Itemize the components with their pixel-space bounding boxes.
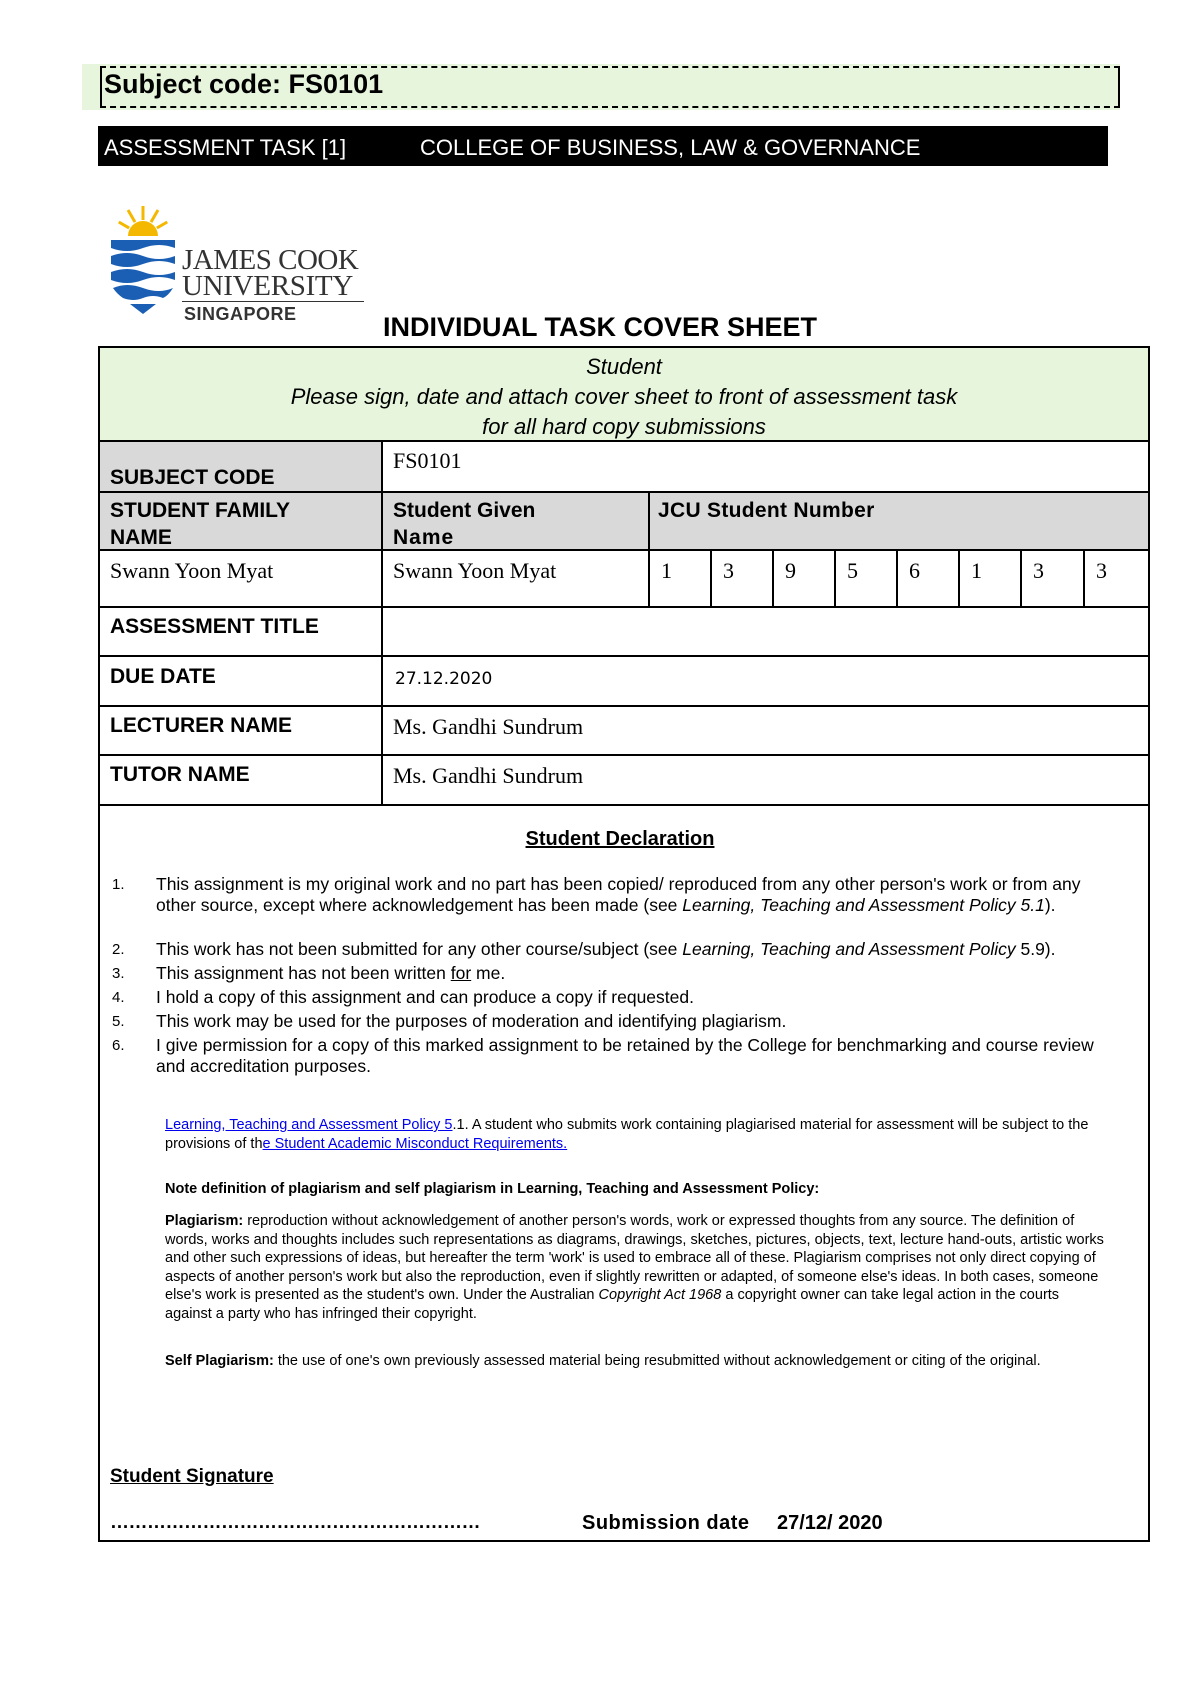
student-number-label: JCU Student Number bbox=[658, 499, 875, 522]
jcu-crest-icon bbox=[108, 204, 178, 324]
student-number-digit[interactable]: 9 bbox=[785, 558, 796, 583]
subject-code-label: SUBJECT CODE bbox=[110, 466, 275, 489]
signature-label: Student Signature bbox=[110, 1466, 274, 1487]
student-number-digit[interactable]: 5 bbox=[847, 558, 858, 583]
student-number-digit[interactable]: 3 bbox=[723, 558, 734, 583]
subject-code-banner bbox=[82, 64, 1120, 110]
assessment-task-label: ASSESSMENT TASK [1] bbox=[104, 135, 347, 160]
family-name-value[interactable]: Swann Yoon Myat bbox=[110, 558, 274, 583]
student-number-digit[interactable]: 1 bbox=[661, 558, 672, 583]
instructions-line-2: Please sign, date and attach cover sheet to front of assessment task bbox=[290, 384, 958, 409]
instructions-panel bbox=[100, 348, 1148, 440]
misconduct-link[interactable]: e Student Academic Misconduct Requirements. bbox=[262, 1135, 568, 1152]
student-number-digit[interactable]: 1 bbox=[971, 558, 982, 583]
instructions-line-3: for all hard copy submissions bbox=[482, 414, 766, 439]
signature-line[interactable]: …………………………………………………… bbox=[110, 1512, 480, 1533]
submission-date-label: Submission date bbox=[582, 1512, 750, 1534]
logo-line-2: UNIVERSITY bbox=[182, 270, 353, 302]
given-name-label: Student Given Name bbox=[393, 499, 536, 549]
tutor-name-label: TUTOR NAME bbox=[110, 763, 250, 786]
assessment-banner bbox=[98, 126, 1108, 166]
due-date-label: DUE DATE bbox=[110, 665, 216, 688]
subject-code-heading: Subject code: FS0101 bbox=[104, 69, 384, 99]
instructions-line-1: Student bbox=[586, 354, 662, 379]
page-title: INDIVIDUAL TASK COVER SHEET bbox=[382, 312, 818, 342]
family-name-label: STUDENT FAMILY NAME bbox=[110, 499, 291, 549]
logo-line-1: JAMES COOK bbox=[182, 244, 359, 276]
assessment-title-label: ASSESSMENT TITLE bbox=[110, 615, 319, 638]
plagiarism-note-heading: Note definition of plagiarism and self plagiarism in Learning, Teaching and Assessment Policy: bbox=[165, 1181, 820, 1197]
submission-date-value[interactable]: 27/12/ 2020 bbox=[777, 1512, 883, 1534]
college-name: COLLEGE OF BUSINESS, LAW & GOVERNANCE bbox=[420, 135, 921, 160]
lecturer-name-value[interactable]: Ms. Gandhi Sundrum bbox=[393, 714, 584, 739]
policy-note: Learning, Teaching and Assessment Policy 5.1. A student who submits work containing plagiarised material for assessment will be subject to the provisions of the Student Academic Misconduct Requirements. bbox=[165, 1117, 1089, 1152]
declaration-heading: Student Declaration bbox=[525, 828, 715, 850]
student-number-digit[interactable]: 3 bbox=[1033, 558, 1044, 583]
jcu-logo bbox=[108, 204, 368, 324]
student-number-digit[interactable]: 3 bbox=[1096, 558, 1107, 583]
subject-code-value[interactable]: FS0101 bbox=[393, 448, 462, 473]
tutor-name-value[interactable]: Ms. Gandhi Sundrum bbox=[393, 763, 584, 788]
lecturer-name-label: LECTURER NAME bbox=[110, 714, 292, 737]
self-plagiarism-definition: Self Plagiarism: the use of one's own previously assessed material being resubmitted without acknowledgement or citing of the original. bbox=[165, 1353, 1041, 1369]
given-name-value[interactable]: Swann Yoon Myat bbox=[393, 558, 557, 583]
logo-line-3: SINGAPORE bbox=[184, 304, 297, 324]
plagiarism-definition: Plagiarism: reproduction without acknowledgement of another person's words, work or expressed thoughts from any source. The definition of words, works and thoughts includes such representations as diagrams, drawings, sketches, pictures, objects, text, lecture hand-outs, artistic works and other such expressions of ideas, but hereafter the term 'work' is used to embrace all of these. Plagiarism comprises not only direct copying of aspects of another person's work but also the reproduction, even if slightly rewritten or adapted, of someone else's ideas. In both cases, someone else's work is presented as the student's own. Under the Australian Copyright Act 1968 a copyright owner can take legal action in the courts against a party who has infringed their copyright. bbox=[165, 1213, 1104, 1322]
due-date-value[interactable]: 27.12.2020 bbox=[395, 669, 493, 689]
student-number-digit[interactable]: 6 bbox=[909, 558, 920, 583]
policy-link[interactable]: Learning, Teaching and Assessment Policy 5 bbox=[165, 1117, 453, 1133]
